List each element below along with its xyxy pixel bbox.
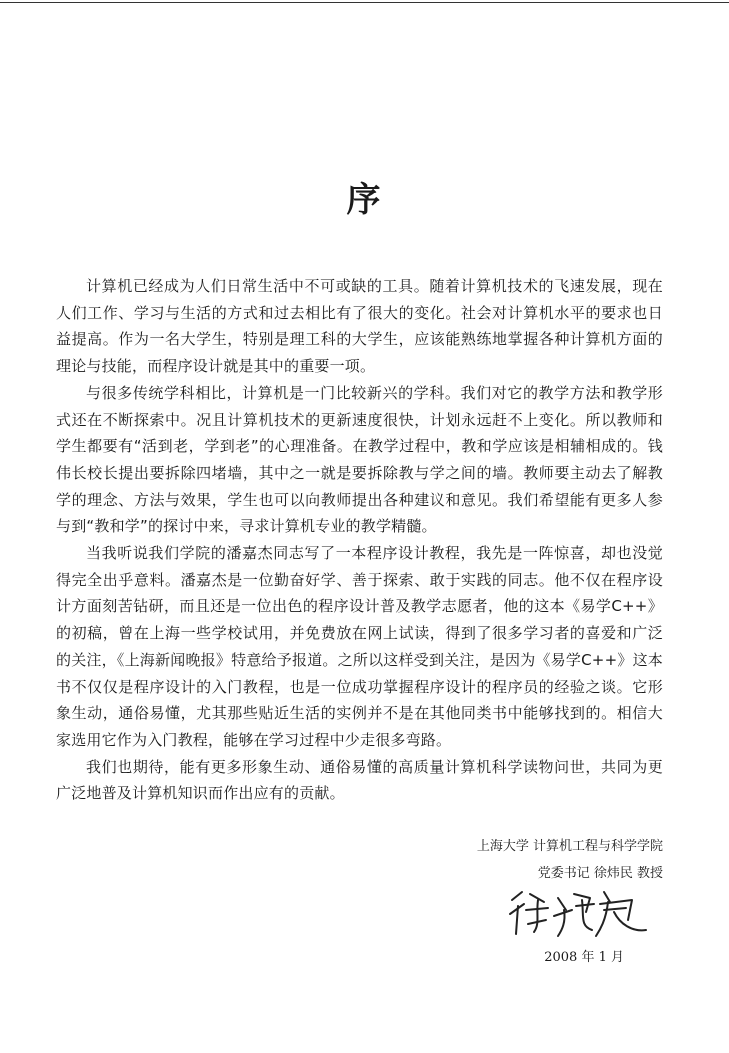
signature-block xyxy=(477,833,663,887)
author-position: 党委书记 徐炜民 教授 xyxy=(537,866,663,881)
signature-date xyxy=(0,948,664,968)
author-affiliation: 上海大学 计算机工程与科学学院 xyxy=(476,839,663,854)
page-title: 序 xyxy=(346,180,383,220)
date-text: 2008 年 1 月 xyxy=(544,950,624,965)
handwritten-signature xyxy=(500,880,650,940)
preface-body xyxy=(56,273,663,807)
top-border-rule xyxy=(0,2,729,3)
paragraph-1: 计算机已经成为人们日常生活中不可或缺的工具。随着计算机技术的飞速发展，现在人们工作、学习与生活的方式和过去相比有了很大的变化。社会对计算机水平的要求也日益提高。作为一名大学生，特别是理工科的大学生，应该能熟练地掌握各种计算机方面的理论与技能，而程序设计就是其中的重要一项。 xyxy=(56,277,663,376)
paragraph-2: 与很多传统学科相比，计算机是一门比较新兴的学科。我们对它的教学方法和教学形式还在不断探索中。况且计算机技术的更新速度很快，计划永远赶不上变化。所以教师和学生都要有“活到老，学到老”的心理准备。在教学过程中，教和学应该是相辅相成的。钱伟长校长提出要拆除四堵墙，其中之一就是要拆除教与学之间的墙。教师要主动去了解教学的理念、方法与效果，学生也可以向教师提出各种建议和意见。我们希望能有更多人参与到“教和学”的探讨中来，寻求计算机专业的教学精髓。 xyxy=(56,383,663,536)
paragraph-3: 当我听说我们学院的潘嘉杰同志写了一本程序设计教程，我先是一阵惊喜，却也没觉得完全出乎意料。潘嘉杰是一位勤奋好学、善于探索、敢于实践的同志。他不仅在程序设计方面刻苦钻研，而且还是一位出色的程序设计普及教学志愿者，他的这本《易学C++》的初稿，曾在上海一些学校试用，并免费放在网上试读，得到了很多学习者的喜爱和广泛的关注，《上海新闻晚报》特意给予报道。之所以这样受到关注，是因为《易学C++》这本书不仅仅是程序设计的入门教程，也是一位成功掌握程序设计的程序员的经验之谈。它形象生动，通俗易懂，尤其那些贴近生活的实例并不是在其他同类书中能够找到的。相信大家选用它作为入门教程，能够在学习过程中少走很多弯路。 xyxy=(56,544,663,749)
paragraph-4: 我们也期待，能有更多形象生动、通俗易懂的高质量计算机科学读物问世，共同为更广泛地普及计算机知识而作出应有的贡献。 xyxy=(56,757,663,803)
